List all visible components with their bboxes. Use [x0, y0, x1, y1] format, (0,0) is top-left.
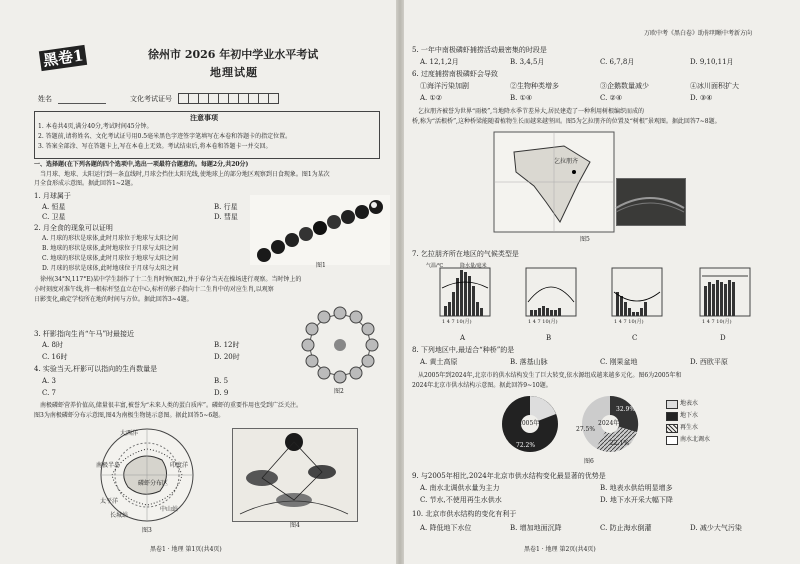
q10-option-d[interactable]: D. 减少大气污染	[690, 524, 742, 532]
climate-option-d[interactable]: D	[720, 334, 726, 342]
pie-label-2024: 2024年	[598, 420, 620, 427]
intro-4-line1: 乞拉朋齐被誉为世界“雨极”,当地降水季节差异大,居民建造了一种利用树根编织而成的	[418, 108, 644, 115]
climate-b-months: 1 4 7 10(月)	[528, 319, 558, 325]
legend-ground: 地下水	[680, 412, 699, 419]
figure-2-caption: 图2	[334, 388, 344, 395]
q5-option-a[interactable]: A. 12,1,2月	[420, 58, 459, 66]
page-1	[0, 0, 396, 564]
pie-value-4: 22.1%	[610, 440, 630, 447]
exam-no-label: 文化考试证号	[130, 95, 172, 103]
q6-option-a[interactable]: A. ①②	[420, 94, 443, 102]
q10-option-a[interactable]: A. 降低地下水位	[420, 524, 472, 532]
intro-1-line1: 当月球、地球、太阳运行到一条直线时,月球会挡住太阳光线,使地球上的部分地区观察到日食现象。图1为某次	[40, 171, 330, 178]
exam-title: 徐州市 2026 年初中学业水平考试	[148, 48, 319, 61]
section-title: 一、选择题(在下列各题的四个选项中,选出一项最符合题意的。每题2分,共20分)	[34, 161, 249, 168]
intro-2-line3: 日影变化,确定学校所在地的时间与方位。据此回答3~4题。	[34, 296, 193, 303]
pie-label-2005: 2005年	[518, 420, 540, 427]
q9-option-b[interactable]: B. 地表水供给明显增多	[600, 484, 673, 492]
q3-option-a[interactable]: A. 8时	[42, 341, 63, 349]
fig3-label-peninsula: 南极半岛	[96, 462, 121, 469]
climate-chart-c	[602, 262, 672, 332]
note-1: 1. 本卷共4页,满分40分,考试时间45分钟。	[38, 123, 153, 130]
q4-option-c[interactable]: C. 7	[42, 389, 57, 397]
q2-option-c[interactable]: C. 地球的形状是球体,此时月球位于地球与太阳之间	[42, 255, 179, 262]
climate-axis-precip: 降水量/毫米	[460, 263, 487, 269]
q10-option-c[interactable]: C. 防止海水倒灌	[600, 524, 652, 532]
q4-option-b[interactable]: B. 5	[214, 377, 229, 385]
legend-reclaimed: 再生水	[680, 424, 699, 431]
q6-option-c[interactable]: C. ②④	[600, 94, 623, 102]
q3-option-b[interactable]: B. 12时	[214, 341, 240, 349]
note-2: 2. 答题前,请将姓名、文化考试证号用0.5毫米黑色字迹签字笔填写在本卷和答题卡的指定位置。	[38, 133, 292, 140]
q2-option-a[interactable]: A. 月球的形状是球体,此时月球位于地球与太阳之间	[42, 235, 179, 242]
q1-option-b[interactable]: B. 行星	[214, 203, 238, 211]
q5-option-d[interactable]: D. 9,10,11月	[690, 58, 734, 66]
q10-option-b[interactable]: B. 增加地面沉降	[510, 524, 562, 532]
badge: 黑卷1	[39, 45, 88, 71]
question-9: 9. 与2005年相比,2024年北京市供水结构变化最显著的优势是	[412, 472, 606, 480]
page-2-header: 万欧中考《黑白卷》助你明晰中考新方向	[644, 30, 753, 37]
q8-option-b[interactable]: B. 落基山脉	[510, 358, 548, 366]
page-1-footer: 黑卷1 · 地理 第1页(共4页)	[150, 546, 222, 553]
legend-south-north: 南水北调水	[680, 436, 711, 443]
question-2: 2. 月全食的现象可以证明	[34, 224, 113, 232]
q8-option-d[interactable]: D. 西欧平原	[690, 358, 728, 366]
q6-option-b[interactable]: B. ①④	[510, 94, 533, 102]
climate-chart-b	[516, 262, 586, 332]
pie-value-3: 32.9%	[616, 406, 636, 413]
climate-c-months: 1 4 7 10(月)	[614, 319, 644, 325]
intro-2-line2: 小时刻度对准午线,将一根标杆竖直立在中心,标杆的影子指向十二生肖中的对应生肖,以观察	[34, 286, 274, 293]
q8-option-c[interactable]: C. 刚果盆地	[600, 358, 638, 366]
fig5-label: 乞拉朋齐	[554, 158, 579, 165]
fig3-label-atlantic: 大西洋	[120, 430, 139, 437]
pie-value-1: 72.2%	[516, 442, 536, 449]
name-label: 姓名	[38, 95, 52, 103]
notes-title: 注意事项	[190, 113, 218, 122]
note-3: 3. 答案全部涂、写在答题卡上,写在本卷上无效。考试结束后,将本卷和答题卡一并交回。	[38, 143, 272, 150]
pie-value-2: 27.5%	[576, 426, 596, 433]
intro-3-line2: 图3为南极磷虾分布示意图,图4为南极生物链示意图。据此回答5~6题。	[34, 412, 225, 419]
figure-4-caption: 图4	[290, 522, 300, 529]
q8-option-a[interactable]: A. 黄土高原	[420, 358, 458, 366]
q5-option-b[interactable]: B. 3,4,5月	[510, 58, 545, 66]
figure-1-caption: 图1	[316, 262, 326, 269]
q1-option-c[interactable]: C. 卫星	[42, 213, 66, 221]
q3-option-d[interactable]: D. 20时	[214, 353, 240, 361]
q6-option-d[interactable]: D. ③④	[690, 94, 713, 102]
q6-item-3: ③企鹅数量减少	[600, 82, 649, 90]
page-2	[404, 0, 800, 564]
fig3-label-zhongshan: 中山站	[160, 506, 179, 513]
question-5: 5. 一年中南极磷虾捕捞活动最密集的时段是	[412, 46, 547, 54]
exam-subtitle: 地理试题	[210, 66, 258, 79]
question-4: 4. 实验当天,杆影可以指向的生肖数量是	[34, 365, 158, 373]
figure-3-antarctic-map	[92, 425, 202, 525]
question-3: 3. 杆影指向生肖“午马”时最接近	[34, 330, 135, 338]
q4-option-d[interactable]: D. 9	[214, 389, 229, 397]
question-7: 7. 乞拉朋齐所在地区的气候类型是	[412, 250, 519, 258]
climate-a-months: 1 4 7 10(月)	[442, 319, 472, 325]
question-6: 6. 过度捕捞南极磷虾会导致	[412, 70, 498, 78]
figure-3-caption: 图3	[142, 527, 152, 534]
climate-axis-temp: 气温/℃	[426, 263, 444, 269]
q6-item-1: ①海洋污染加剧	[420, 82, 469, 90]
climate-option-a[interactable]: A	[460, 334, 466, 342]
fig3-label-indian: 印度洋	[170, 462, 189, 469]
figure-2-zodiac-clock	[300, 305, 380, 385]
intro-3-line1: 南极磷虾营养价值高,储量很丰富,被誉为“未来人类的蛋白质库”。磷虾的重要作用也受到广泛关注。	[40, 402, 302, 409]
climate-chart-d	[690, 262, 760, 332]
q2-option-d[interactable]: D. 月球的形状是球体,此时地球位于月球与太阳之间	[42, 265, 179, 272]
climate-option-b[interactable]: B	[546, 334, 552, 342]
q1-option-a[interactable]: A. 恒星	[42, 203, 66, 211]
fig6-legend	[666, 400, 746, 452]
climate-d-months: 1 4 7 10(月)	[702, 319, 732, 325]
figure-5-india-map	[494, 132, 614, 232]
q1-option-d[interactable]: D. 彗星	[214, 213, 238, 221]
page-2-footer: 黑卷1 · 地理 第2页(共4页)	[524, 546, 596, 553]
root-bridge-texture	[616, 178, 684, 224]
q5-option-c[interactable]: C. 6,7,8月	[600, 58, 635, 66]
food-chain-drawing	[232, 428, 356, 520]
question-10: 10. 北京市供水结构的变化有利于	[412, 510, 517, 518]
q9-option-d[interactable]: D. 地下水开采大幅下降	[600, 496, 673, 504]
legend-surface: 地表水	[680, 400, 699, 407]
q9-option-c[interactable]: C. 节水,不使用再生水供水	[420, 496, 502, 504]
fig3-label-krill-zone: 磷虾分布区	[138, 480, 169, 487]
q2-option-b[interactable]: B. 地球的形状是球体,此时地球位于月球与太阳之间	[42, 245, 179, 252]
intro-5-line2: 2024年北京市供水结构示意图。据此回答9~10题。	[412, 382, 552, 389]
q3-option-c[interactable]: C. 16时	[42, 353, 68, 361]
name-line[interactable]	[58, 103, 106, 104]
climate-chart-a	[430, 262, 500, 332]
page-fold	[396, 0, 404, 564]
intro-5-line1: 从2005年到2024年,北京市的供水结构发生了巨大转变,依水源组成越来越多元化。图6为2005年和	[418, 372, 682, 379]
question-1: 1. 月球属于	[34, 192, 71, 200]
figure-5-caption: 图5	[580, 236, 590, 243]
q6-item-2: ②生物种类增多	[510, 82, 559, 90]
q4-option-a[interactable]: A. 3	[42, 377, 56, 385]
intro-1-line2: 月全食形成示意图。据此回答1~2题。	[34, 180, 137, 187]
q6-item-4: ④冰川面积扩大	[690, 82, 739, 90]
question-8: 8. 下列地区中,最适合“种桥”的是	[412, 346, 515, 354]
q9-option-a[interactable]: A. 南水北调供水量为主力	[420, 484, 500, 492]
figure-6-caption: 图6	[584, 458, 594, 465]
climate-option-c[interactable]: C	[632, 334, 638, 342]
figure-1-eclipse	[250, 195, 390, 265]
intro-4-line2: 桥,称为“活根桥”,这种桥梁能随着植物生长而越来越坚固。图5为乞拉朋齐的位置及“树根”景观图。据此回答7~8题。	[412, 118, 721, 125]
fig3-label-pacific: 太平洋	[100, 498, 119, 505]
intro-2-line1: 徐州(34°N,117°E)某中学生制作了十二生肖时钟(图2),并于春分当天在操场进行观察。当时钟上的	[40, 276, 302, 283]
fig3-label-changcheng: 长城站	[110, 512, 129, 519]
